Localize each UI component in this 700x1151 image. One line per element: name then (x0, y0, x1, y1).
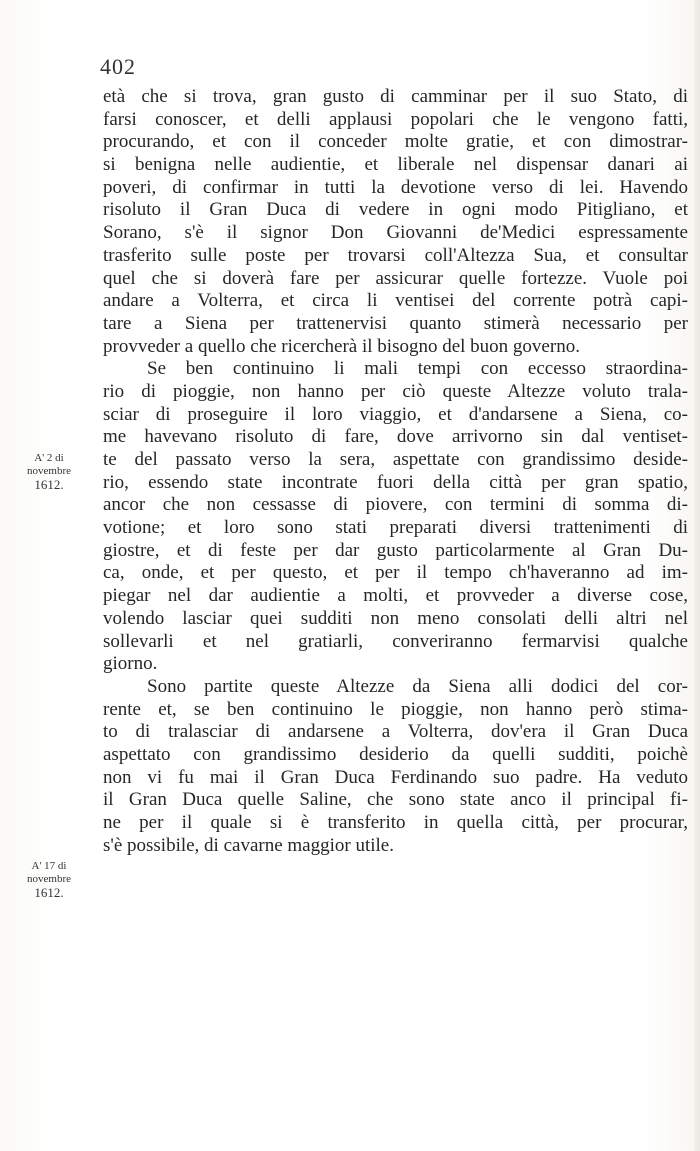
text-line: me havevano risoluto di fare, dove arrivorno sin dal ventiset- (103, 426, 688, 448)
margin-note-date-1 (6, 452, 92, 491)
body-text (103, 86, 688, 857)
text-line: giostre, et di feste per dar gusto particolarmente al Gran Du- (103, 539, 688, 561)
text-line: il Gran Duca quelle Saline, che sono state anco il principal fi- (103, 789, 688, 811)
text-line: to di tralasciar di andarsene a Volterra, dov'era il Gran Duca (103, 721, 688, 743)
margin-note-date-2 (6, 860, 92, 899)
text-line: s'è possibile, di cavarne maggior utile. (103, 834, 394, 856)
text-line: aspettato con grandissimo desiderio da quelli sudditi, poichè (103, 743, 688, 765)
text-line: ancor che non cessasse di piovere, con termini di somma di- (103, 494, 688, 516)
page-edge (694, 0, 700, 1151)
text-line: andare a Volterra, et circa li ventisei del corrente potrà capi- (103, 290, 688, 312)
paragraph-1 (103, 86, 688, 358)
text-line: risoluto il Gran Duca di vedere in ogni modo Pitigliano, et (103, 199, 688, 221)
text-line: poveri, di confirmar in tutti la devotione verso di lei. Havendo (103, 176, 688, 198)
text-line: quel che si doverà fare per assicurar quelle fortezze. Vuole poi (103, 267, 688, 289)
text-line: ne per il quale si è transferito in quella città, per procurar, (103, 812, 688, 833)
text-line: Sorano, s'è il signor Don Giovanni de'Medici espressamente (103, 222, 688, 244)
margin-note-line: novembre (27, 465, 71, 477)
text-line: piegar nel dar audientie a molti, et provveder a diverse cose, (103, 585, 688, 607)
text-line: farsi conoscer, et delli applausi popolari che le vengono fatti, (103, 108, 688, 130)
text-line: non vi fu mai il Gran Duca Ferdinando suo padre. Ha veduto (103, 766, 688, 788)
paragraph-3 (103, 676, 688, 858)
text-line: rio, essendo state incontrate fuori della città per gran spatio, (103, 471, 688, 493)
margin-note-line: 1612. (34, 885, 64, 900)
text-line: giorno. (103, 653, 158, 675)
margin-note-line: novembre (27, 873, 71, 885)
text-line: Sono partite queste Altezze da Siena alli dodici del cor- (147, 675, 688, 697)
margin-note-line: A' 17 di (31, 860, 67, 872)
text-line: Se ben continuino li mali tempi con eccesso straordina- (147, 358, 688, 380)
text-line: trasferito sulle poste per trovarsi coll'Altezza Sua, et consultar (103, 244, 688, 266)
text-line: volendo lasciar quei sudditi non meno consolati delli altri nel (103, 607, 688, 629)
text-line: si benigna nelle audientie, et liberale nel dispensar danari ai (103, 154, 688, 176)
text-line: procurando, et con il conceder molte gratie, et con dimostrar- (103, 131, 688, 153)
text-line: sollevarli et nel gratiarli, converiranno fermarvisi qualche (103, 630, 688, 652)
margin-note-line: A' 2 di (34, 452, 64, 464)
text-line: ca, onde, et per questo, et per il tempo ch'haveranno ad im- (103, 562, 688, 584)
text-line: tare a Siena per trattenervisi quanto stimerà necessario per (103, 312, 688, 334)
text-line: sciar di proseguire il loro viaggio, et d'andarsene a Siena, co- (103, 403, 688, 425)
text-line: votione; et loro sono stati preparati diversi trattenimenti di (103, 517, 688, 539)
text-line: rente et, se ben continuino le pioggie, non hanno però stima- (103, 698, 688, 720)
text-line: te del passato verso la sera, aspettate con grandissimo deside- (103, 449, 688, 470)
text-line: età che si trova, gran gusto di camminar per il suo Stato, di (103, 86, 688, 107)
page-number: 402 (100, 54, 136, 79)
paragraph-2 (103, 358, 688, 676)
text-line: rio di pioggie, non hanno per ciò queste Altezze voluto trala- (103, 380, 688, 402)
text-line: provveder a quello che ricercherà il bisogno del buon governo. (103, 335, 580, 357)
margin-note-line: 1612. (34, 477, 64, 492)
